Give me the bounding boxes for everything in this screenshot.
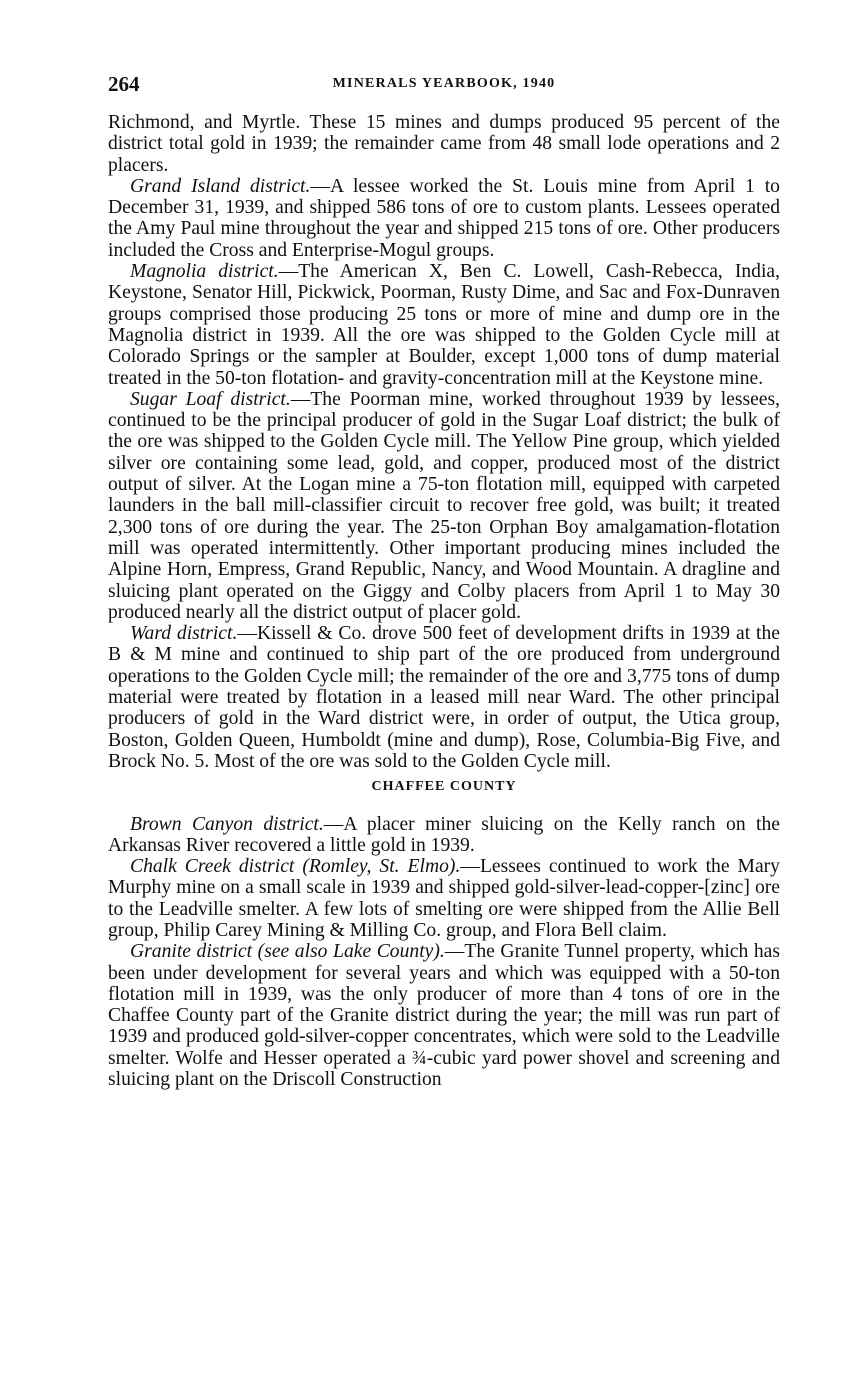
page-header	[108, 72, 780, 112]
paragraph-text: Richmond, and Myrtle. These 15 mines and dumps produced 95 percent of the district total gold in 1939; the remainder came from 48 small lode operations and 2 placers.	[108, 112, 780, 176]
paragraph-text: —A placer miner sluicing on the Kelly ranch on the Arkansas River recovered a little gold in 1939.	[108, 813, 780, 856]
body-text	[108, 112, 780, 1090]
district-name: Grand Island district.	[130, 175, 311, 197]
district-name: Sugar Loaf district.	[130, 388, 291, 410]
section-heading: CHAFFEE COUNTY	[371, 779, 517, 795]
paragraph-granite	[108, 941, 780, 1090]
paragraph-text: —Lessees continued to work the Mary Murphy mine on a small scale in 1939 and shipped gold-silver-lead-copper-[zinc] ore to the Leadville smelter. A few lots of smelting ore were shipped from the Allie Bell group, Philip Carey Mining & Milling Co. group, and Flora Bell claim.	[108, 856, 780, 941]
district-name: Brown Canyon district.	[130, 813, 324, 835]
running-title: MINERALS YEARBOOK, 1940	[332, 76, 556, 91]
document-page	[108, 72, 780, 1090]
page-number: 264	[108, 72, 140, 96]
paragraph-brown-canyon	[108, 814, 780, 857]
paragraph-continuation	[108, 112, 780, 176]
paragraph-text: —Kissell & Co. drove 500 feet of development drifts in 1939 at the B & M mine and continued to ship part of the ore produced from underground operations to the Golden Cycle mill; the remainder of the ore and 3,775 tons of dump material were treated by flotation in a leased mill near Ward. The other principal producers of gold in the Ward district were, in order of output, the Utica group, Boston, Golden Queen, Humboldt (mine and dump), Rose, Columbia-Big Five, and Brock No. 5. Most of the ore was sold to the Golden Cycle mill.	[108, 623, 780, 772]
paragraph-ward	[108, 623, 780, 772]
paragraph-text: —The American X, Ben C. Lowell, Cash-Rebecca, India, Keystone, Senator Hill, Pickwick, Poorman, Rusty Dime, and Sac and Fox-Dunraven groups comprised those producing 25 tons or more of mine and dump ore in the Magnolia district in 1939. All the ore was shipped to the Golden Cycle mill at Colorado Springs or the sampler at Boulder, except 1,000 tons of dump material treated in the 50-ton flotation- and gravity-concentration mill at the Keystone mine.	[108, 261, 780, 389]
district-name: Granite district	[130, 941, 253, 963]
paragraph-chalk-creek	[108, 856, 780, 941]
district-name: Magnolia district.	[130, 261, 279, 283]
district-name: Chalk Creek district	[130, 856, 295, 878]
district-note: (see also Lake County).	[252, 941, 445, 963]
paragraph-magnolia	[108, 261, 780, 389]
district-note: (Romley, St. Elmo).	[294, 856, 461, 878]
paragraph-grand-island	[108, 176, 780, 261]
paragraph-text: —The Poorman mine, worked throughout 1939 by lessees, continued to be the principal producer of gold in the Sugar Loaf district; the bulk of the ore was shipped to the Golden Cycle mill. The Yellow Pine group, which yielded silver ore containing some lead, gold, and copper, produced most of the district output of silver. At the Logan mine a 75-ton flotation mill, equipped with carpeted launders in the ball mill-classifier circuit to recover free gold, was built; it treated 2,300 tons of ore during the year. The 25-ton Orphan Boy amalgamation-flotation mill was operated intermittently. Other important producing mines included the Alpine Horn, Empress, Grand Republic, Nancy, and Wood Mountain. A dragline and sluicing plant operated on the Giggy and Colby placers from April 1 to May 30 produced nearly all the district output of placer gold.	[108, 388, 780, 623]
paragraph-sugar-loaf	[108, 389, 780, 623]
paragraph-text: —A lessee worked the St. Louis mine from April 1 to December 31, 1939, and shipped 586 tons of ore to custom plants. Lessees operated the Amy Paul mine throughout the year and shipped 215 tons of ore. Other producers included the Cross and Enterprise-Mogul groups.	[108, 175, 780, 261]
district-name: Ward district.	[130, 623, 238, 645]
paragraph-text: —The Granite Tunnel property, which has been under development for several years and which was equipped with a 50-ton flotation mill in 1939, was the only producer of more than 4 tons of ore in the Chaffee County part of the Granite district during the year; the mill was run part of 1939 and produced gold-silver-copper concentrates, which were sold to the Leadville smelter. Wolfe and Hesser operated a ¾-cubic yard power shovel and screening and sluicing plant on the Driscoll Construction	[108, 941, 780, 1091]
